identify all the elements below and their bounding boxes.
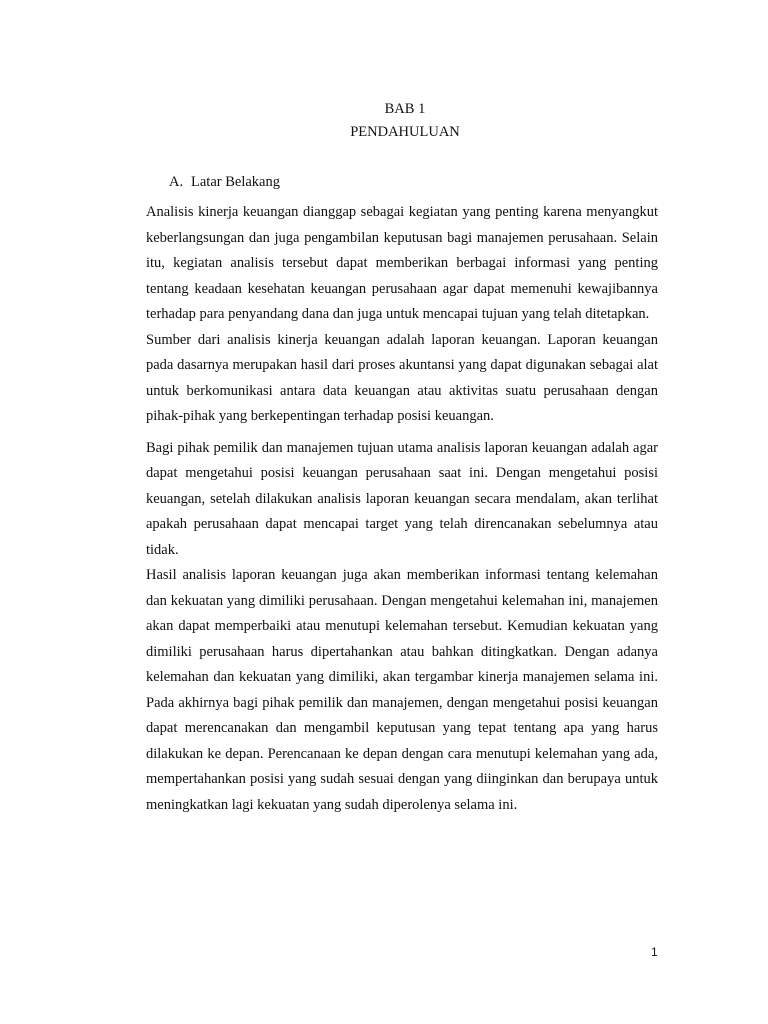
paragraph: Sumber dari analisis kinerja keuangan adalah laporan keuangan. Laporan keuangan pada dasarnya merupakan hasil dari proses akuntansi yang dapat digunakan sebagai alat untuk berkomunikasi antara data keuangan atau aktivitas suatu perusahaan dengan pihak-pihak yang berkepentingan terhadap posisi keuangan. [146, 331, 658, 424]
paragraph: Analisis kinerja keuangan dianggap sebagai kegiatan yang penting karena menyangkut keberlangsungan dan juga pengambilan keputusan bagi manajemen perusahaan. Selain itu, kegiatan analisis tersebut dapat memberikan berbagai informasi yang penting tentang keadaan kesehatan keuangan perusahaan agar dapat memenuhi kewajibannya terhadap para penyandang dana dan juga untuk mencapai tujuan yang telah ditetapkan. [146, 204, 658, 322]
chapter-number: BAB 1 [384, 101, 426, 117]
chapter-title: PENDAHULUAN [350, 124, 460, 140]
section-marker: A. [169, 174, 184, 190]
paragraph: Hasil analisis laporan keuangan juga akan memberikan informasi tentang kelemahan dan kekuatan yang dimiliki perusahaan. Dengan mengetahui kelemahan ini, manajemen akan dapat memperbaiki atau menutupi kelemahan tersebut. Kemudian kekuatan yang dimiliki perusahaan harus dipertahankan atau bahkan ditingkatkan. Dengan adanya kelemahan dan kekuatan yang dimiliki, akan tergambar kinerja manajemen selama ini. [146, 567, 658, 685]
section-title: Latar Belakang [191, 174, 280, 190]
section-heading [169, 174, 280, 191]
paragraph: Pada akhirnya bagi pihak pemilik dan manajemen, dengan mengetahui posisi keuangan dapat merencanakan dan mengambil keputusan yang tepat tentang apa yang harus dilakukan ke depan. Perencanaan ke depan dengan cara menutupi kelemahan yang ada, mempertahankan posisi yang sudah sesuai dengan yang diinginkan dan berupaya untuk meningkatkan lagi kekuatan yang sudah diperolenya selama ini. [146, 694, 658, 813]
body-text [146, 200, 658, 818]
page-number: 1 [651, 945, 658, 959]
paragraph: Bagi pihak pemilik dan manajemen tujuan utama analisis laporan keuangan adalah agar dapat mengetahui posisi keuangan perusahaan saat ini. Dengan mengetahui posisi keuangan, setelah dilakukan analisis laporan keuangan secara mendalam, akan terlihat apakah perusahaan dapat mencapai target yang telah direncanakan sebelumnya atau tidak. [146, 439, 658, 558]
